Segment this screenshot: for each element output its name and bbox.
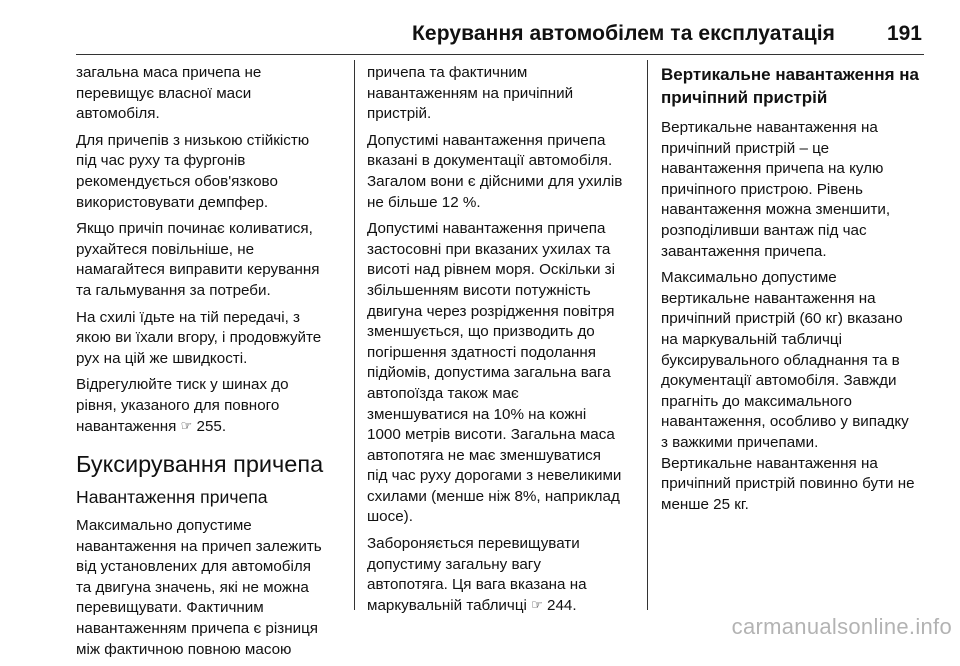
paragraph-damper: Для причепів з низькою стійкістю під час руху та фургонів рекомендується обов'язково використовувати демпфер. bbox=[76, 131, 310, 211]
page-reference-link[interactable]: ☞ 255. bbox=[180, 417, 227, 435]
column-3 bbox=[661, 63, 933, 521]
page-header bbox=[0, 0, 960, 56]
subsection-heading: Навантаження причепа bbox=[76, 487, 268, 508]
page-reference-link[interactable]: ☞ 244. bbox=[531, 596, 577, 614]
paragraph-sway: Якщо причіп починає коливатися, рухайтеся повільніше, не намагайтеся виправити керування та гальмування за потреби. bbox=[76, 220, 320, 299]
watermark: carmanualsonline.info bbox=[731, 614, 952, 639]
paragraph-vertical-load-definition: Вертикальне навантаження на причіпний пристрій – це навантаження причепа на кулю причіпного пристрою. Рівень навантаження можна зменшити, розподіливши вантаж під час завантаження причепа. bbox=[661, 119, 891, 260]
paragraph-prohibition: Забороняється перевищувати допустиму загальну вагу автопотяга. Ця вага вказана на маркувальній табличці ☞ 244. bbox=[367, 535, 587, 614]
paragraph-altitude: Допустимі навантаження причепа застосовні при вказаних ухилах та висоті над рівнем моря. Оскільки зі збільшенням висоти потужність двигуна через розрідження повітря зменшується, що призводить до погіршення здатності подолання підйомів, допустима загальна вага автопоїзда також має зменшуватися на 10% на кожні 1000 метрів висоти. Загальна маса автопотяга не має зменшуватися під час руху дорогами з невеликими схилами (менше ніж 8%, наприклад шосе). bbox=[367, 220, 622, 526]
paragraph-vertical-load-max: Максимально допустиме вертикальне навантаження на причіпний пристрій (60 кг) вказано на маркувальній табличці буксирувального обладнання та в документації автомобіля. Завжди прагніть до максимального навантаження, особливо у випадку з важкими причепами. Вертикальне навантаження на причіпний пристрій повинно бути не менше 25 кг. bbox=[661, 269, 915, 513]
section-heading: Буксирування причепа bbox=[76, 451, 324, 478]
column-divider-2 bbox=[647, 60, 648, 610]
column-1 bbox=[76, 63, 348, 666]
pointing-hand-icon: ☞ bbox=[531, 596, 543, 612]
pointing-hand-icon: ☞ bbox=[180, 417, 193, 433]
paragraph-downhill: На схилі їдьте на тій передачі, з якою ви їхали вгору, і продовжуйте рух на цій же швидкості. bbox=[76, 308, 322, 367]
column-divider-1 bbox=[354, 60, 355, 610]
section-heading-vertical-load: Вертикальне навантаження на причіпний пристрій bbox=[661, 65, 919, 107]
paragraph-actual-load: причепа та фактичним навантаженням на причіпний пристрій. bbox=[367, 64, 574, 123]
chapter-title: Керування автомобілем та експлуатація bbox=[412, 22, 835, 45]
page-number: 191 bbox=[886, 22, 922, 45]
paragraph-permissible-loads: Допустимі навантаження причепа вказані в документації автомобіля. Загалом вони є дійсними для ухилів не більше 12 %. bbox=[367, 131, 623, 211]
column-2 bbox=[367, 63, 639, 622]
header-rule bbox=[76, 54, 924, 55]
paragraph-trailer-load: Максимально допустиме навантаження на причеп залежить від установлених для автомобіля та двигуна значень, які не можна перевищувати. Фактичним навантаженням причепа є різниця між фактичною повною масою bbox=[76, 517, 322, 658]
paragraph-tyre-pressure: Відрегулюйте тиск у шинах до рівня, указаного для повного навантаження ☞ 255. bbox=[76, 376, 289, 435]
paragraph-trailer-mass: загальна маса причепа не перевищує власної маси автомобіля. bbox=[76, 64, 262, 123]
